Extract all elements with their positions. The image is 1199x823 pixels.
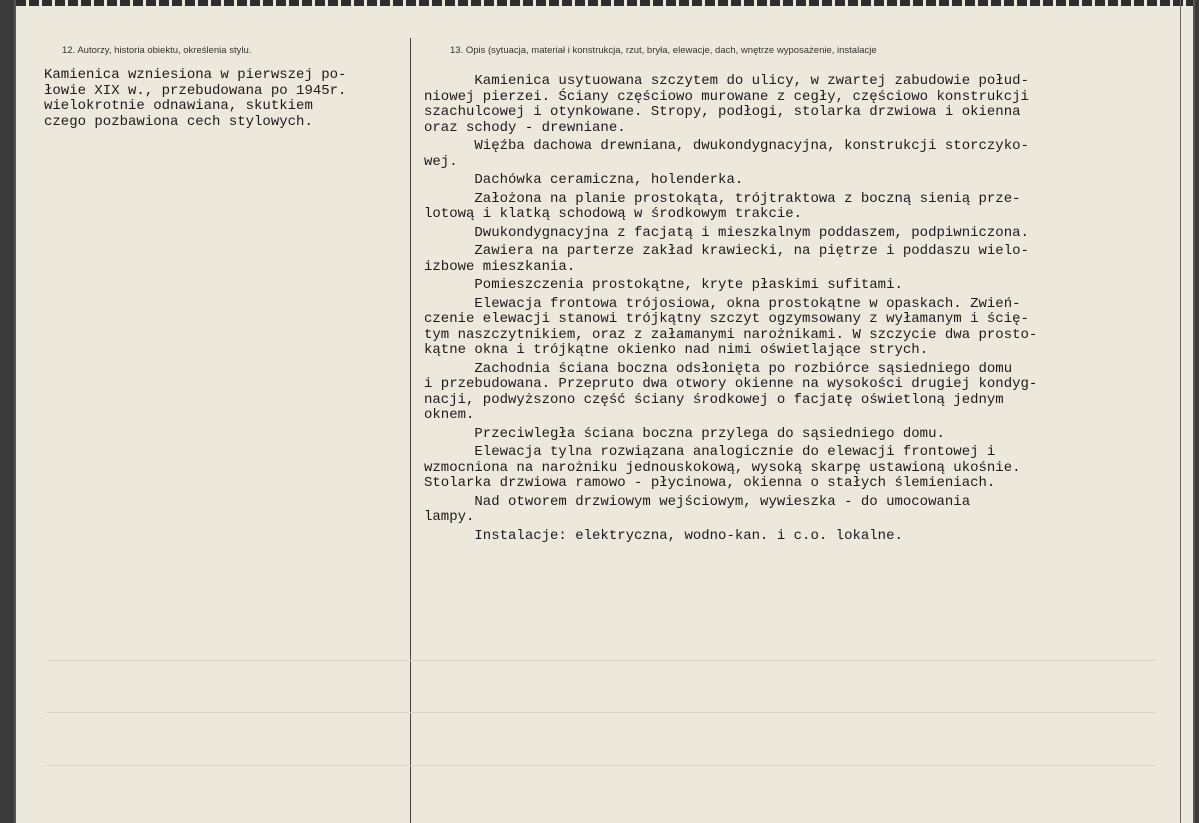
description-line: Elewacja tylna rozwiązana analogicznie do elewacji frontowej i [424,444,996,460]
description-line: wej. [424,153,458,170]
description-line: wzmocniona na narożniku jednouskokową, wysoką skarpę ustawioną ukośnie. [424,459,1021,476]
top-perforation [16,0,1193,6]
description-line: Elewacja frontowa trójosiowa, okna prostokątne w opaskach. Zwień- [424,295,1021,312]
description-line: i przebudowana. Przepruto dwa otwory okienne na wysokości drugiej kondyg- [424,376,1038,392]
description-line: oknem. [424,407,475,423]
description-line: Instalacje: elektryczna, wodno-kan. i c.o. lokalne. [424,527,903,544]
description-line: nacji, podwyższono część ściany środkowej o facjatę oświetloną jednym [424,391,1004,408]
authors-history-text [44,68,404,130]
description-line: lotową i klatką schodową w środkowym trakcie. [424,206,803,222]
description-line: tym naszczytnikiem, oraz z załamanymi narożnikami. W szczycie dwa prosto- [424,326,1038,343]
faint-row-line [46,765,1156,766]
description-line: Założona na planie prostokąta, trójtraktowa z boczną sienią prze- [424,190,1021,207]
description-header: 13. Opis (sytuacja, materiał i konstrukcja, rzut, bryła, elewacje, dach, wnętrze wyposażenie, instalacje [450,45,877,56]
history-line: wielokrotnie odnawiana, skutkiem [44,98,313,114]
description-line: oraz schody - drewniane. [424,119,626,136]
faint-row-line [46,712,1156,713]
description-text [424,74,1174,544]
description-line: Zachodnia ściana boczna odsłonięta po rozbiórce sąsiedniego domu [424,360,1013,377]
description-line: Przeciwległa ściana boczna przylega do sąsiedniego domu. [424,425,945,442]
description-line: Pomieszczenia prostokątne, kryte płaskimi sufitami. [424,277,903,293]
description-line: Zawiera na parterze zakład krawiecki, na piętrze i poddaszu wielo- [424,243,1029,259]
description-line: niowej pierzei. Ściany częściowo murowane z cegły, częściowo konstrukcji [424,88,1029,105]
description-line: czenie elewacji stanowi trójkątny szczyt ogzymsowany z wyłamanym i ścię- [424,311,1029,327]
description-line: Dwukondygnacyjna z facjatą i mieszkalnym poddaszem, podpiwniczona. [424,224,1029,241]
column-divider [410,38,411,823]
description-line: Nad otworem drzwiowym wejściowym, wywieszka - do umocowania [424,493,971,510]
history-line: łowie XIX w., przebudowana po 1945r. [44,82,347,99]
description-line: szachulcowej i otynkowane. Stropy, podłogi, stolarka drzwiowa i okienna [424,104,1021,120]
description-line: lampy. [424,509,475,525]
form-sheet [14,0,1195,823]
description-line: kątne okna i trójkątne okienko nad nimi oświetlające strych. [424,342,929,358]
authors-history-header: 12. Autorzy, historia obiektu, określenia stylu. [62,45,252,56]
description-line: Stolarka drzwiowa ramowo - płycinowa, okienna o stałych ślemieniach. [424,475,996,491]
description-line: Więźba dachowa drewniana, dwukondygnacyjna, konstrukcji storczyko- [424,138,1029,154]
right-edge-rule [1180,0,1181,823]
history-line: czego pozbawiona cech stylowych. [44,113,313,130]
description-line: izbowe mieszkania. [424,258,576,275]
faint-row-line [46,660,1156,661]
history-line: Kamienica wzniesiona w pierwszej po- [44,67,347,83]
description-line: Dachówka ceramiczna, holenderka. [424,172,744,188]
description-line: Kamienica usytuowana szczytem do ulicy, w zwartej zabudowie połud- [424,73,1029,89]
